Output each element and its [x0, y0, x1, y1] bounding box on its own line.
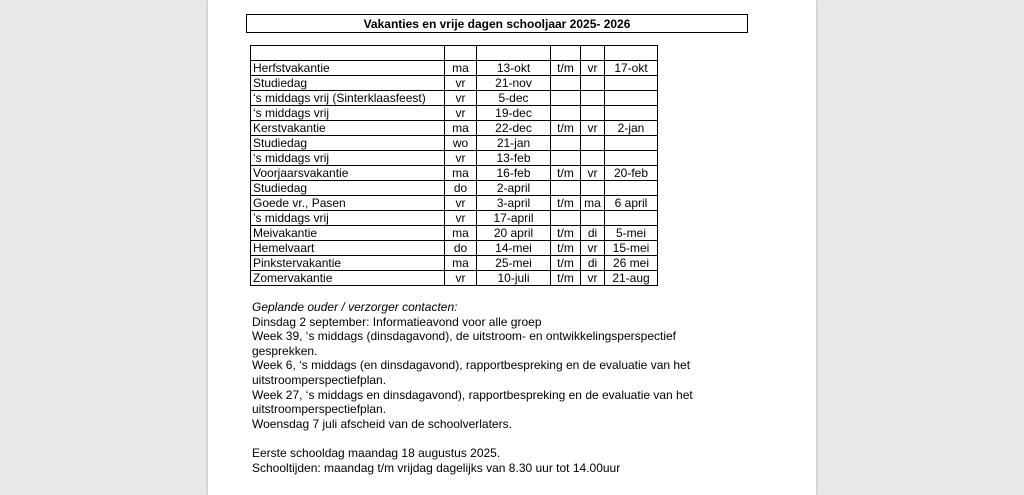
- schedule-name-cell: Goede vr., Pasen: [251, 196, 445, 211]
- schedule-row: [251, 181, 658, 196]
- schedule-start-date-cell: 14-mei: [477, 241, 551, 256]
- schedule-row: [251, 136, 658, 151]
- schedule-start-day-cell: do: [445, 241, 477, 256]
- schedule-end-day-cell: [581, 76, 605, 91]
- schedule-start-date-cell: 2-april: [477, 181, 551, 196]
- schedule-through-cell: t/m: [551, 166, 581, 181]
- schedule-name-cell: Hemelvaart: [251, 241, 445, 256]
- schedule-row: [251, 226, 658, 241]
- schedule-end-date-cell: 15-mei: [605, 241, 658, 256]
- schedule-start-day-cell: do: [445, 181, 477, 196]
- schedule-end-day-cell: [581, 106, 605, 121]
- schedule-end-date-cell: 2-jan: [605, 121, 658, 136]
- schedule-row: [251, 61, 658, 76]
- notes-heading: Geplande ouder / verzorger contacten:: [252, 300, 458, 314]
- schedule-start-day-cell: ma: [445, 61, 477, 76]
- schedule-start-date-cell: 5-dec: [477, 91, 551, 106]
- schedule-start-date-cell: 21-jan: [477, 136, 551, 151]
- schedule-start-date-cell: 3-april: [477, 196, 551, 211]
- schedule-start-day-cell: ma: [445, 166, 477, 181]
- schedule-row: [251, 256, 658, 271]
- notes-spacer: [252, 431, 752, 446]
- schedule-through-cell: t/m: [551, 121, 581, 136]
- schedule-start-date-cell: 10-juli: [477, 271, 551, 286]
- schedule-end-date-cell: [605, 46, 658, 61]
- notes-line: uitstroomperspectiefplan.: [252, 372, 387, 387]
- schedule-start-date-cell: [477, 46, 551, 61]
- schedule-end-date-cell: [605, 151, 658, 166]
- schedule-through-cell: [551, 151, 581, 166]
- schedule-through-cell: [551, 106, 581, 121]
- schedule-row: [251, 76, 658, 91]
- schedule-start-date-cell: 21-nov: [477, 76, 551, 91]
- schedule-end-date-cell: 17-okt: [605, 61, 658, 76]
- schedule-start-date-cell: 13-feb: [477, 151, 551, 166]
- schedule-name-cell: ’s middags vrij: [251, 211, 445, 226]
- notes-line: uitstroomperspectiefplan.: [252, 402, 387, 417]
- schedule-start-date-cell: 17-april: [477, 211, 551, 226]
- schedule-start-date-cell: 16-feb: [477, 166, 551, 181]
- schedule-through-cell: t/m: [551, 196, 581, 211]
- schedule-row: [251, 91, 658, 106]
- schedule-row: [251, 166, 658, 181]
- schedule-row: [251, 241, 658, 256]
- schedule-name-cell: Herfstvakantie: [251, 61, 445, 76]
- schedule-name-cell: Zomervakantie: [251, 271, 445, 286]
- schedule-name-cell: Studiedag: [251, 136, 445, 151]
- schedule-end-day-cell: [581, 211, 605, 226]
- schedule-through-cell: [551, 91, 581, 106]
- schedule-name-cell: Studiedag: [251, 181, 445, 196]
- schedule-end-day-cell: [581, 181, 605, 196]
- schedule-end-date-cell: [605, 91, 658, 106]
- schedule-through-cell: [551, 46, 581, 61]
- schedule-end-date-cell: 21-aug: [605, 271, 658, 286]
- schedule-row: [251, 151, 658, 166]
- notes-line: Woensdag 7 juli afscheid van de schoolverlaters.: [252, 416, 512, 431]
- schedule-through-cell: [551, 136, 581, 151]
- schedule-start-date-cell: 20 april: [477, 226, 551, 241]
- notes-line: Week 6, ‘s middags (en dinsdagavond), rapportbespreking en de evaluatie van het: [252, 358, 691, 373]
- schedule-end-date-cell: 20-feb: [605, 166, 658, 181]
- schedule-end-date-cell: [605, 106, 658, 121]
- first-school-day: Eerste schooldag maandag 18 augustus 2025.: [252, 445, 501, 460]
- notes-line: gesprekken.: [252, 343, 318, 358]
- schedule-start-day-cell: vr: [445, 271, 477, 286]
- schedule-end-date-cell: 26 mei: [605, 256, 658, 271]
- schedule-through-cell: t/m: [551, 61, 581, 76]
- schedule-start-day-cell: ma: [445, 226, 477, 241]
- schedule-name-cell: Pinkstervakantie: [251, 256, 445, 271]
- schedule-through-cell: [551, 76, 581, 91]
- schedule-start-date-cell: 25-mei: [477, 256, 551, 271]
- schedule-end-day-cell: di: [581, 256, 605, 271]
- schedule-start-day-cell: [445, 46, 477, 61]
- schedule-start-date-cell: 13-okt: [477, 61, 551, 76]
- schedule-name-cell: [251, 46, 445, 61]
- notes-line: Week 27, ‘s middags en dinsdagavond), rapportbespreking en de evaluatie van het: [252, 387, 693, 402]
- notes-section: [252, 300, 752, 475]
- schedule-start-day-cell: ma: [445, 256, 477, 271]
- schedule-start-day-cell: vr: [445, 151, 477, 166]
- schedule-end-day-cell: vr: [581, 241, 605, 256]
- schedule-name-cell: ‘s middags vrij: [251, 106, 445, 121]
- document-page: [208, 0, 816, 495]
- schedule-end-day-cell: vr: [581, 166, 605, 181]
- schedule-end-day-cell: vr: [581, 121, 605, 136]
- schedule-through-cell: [551, 211, 581, 226]
- schedule-end-day-cell: [581, 151, 605, 166]
- schedule-end-day-cell: [581, 46, 605, 61]
- schedule-through-cell: [551, 181, 581, 196]
- schedule-end-date-cell: 6 april: [605, 196, 658, 211]
- schedule-end-day-cell: [581, 136, 605, 151]
- schedule-name-cell: ‘s middags vrij (Sinterklaasfeest): [251, 91, 445, 106]
- schedule-start-day-cell: vr: [445, 196, 477, 211]
- schedule-name-cell: Meivakantie: [251, 226, 445, 241]
- schedule-row: [251, 106, 658, 121]
- schedule-start-day-cell: vr: [445, 91, 477, 106]
- schedule-table: [250, 45, 658, 286]
- schedule-through-cell: t/m: [551, 241, 581, 256]
- schedule-end-day-cell: vr: [581, 61, 605, 76]
- schedule-through-cell: t/m: [551, 256, 581, 271]
- schedule-through-cell: t/m: [551, 226, 581, 241]
- schedule-start-day-cell: vr: [445, 106, 477, 121]
- schedule-name-cell: Voorjaarsvakantie: [251, 166, 445, 181]
- schedule-start-day-cell: vr: [445, 211, 477, 226]
- schedule-name-cell: ‘s middags vrij: [251, 151, 445, 166]
- schedule-name-cell: Studiedag: [251, 76, 445, 91]
- document-title: Vakanties en vrije dagen schooljaar 2025- 2026: [246, 14, 748, 33]
- school-hours: Schooltijden: maandag t/m vrijdag dagelijks van 8.30 uur tot 14.00uur: [252, 460, 621, 475]
- schedule-end-day-cell: [581, 91, 605, 106]
- schedule-end-day-cell: di: [581, 226, 605, 241]
- schedule-start-day-cell: ma: [445, 121, 477, 136]
- schedule-start-date-cell: 22-dec: [477, 121, 551, 136]
- schedule-end-date-cell: 5-mei: [605, 226, 658, 241]
- schedule-end-date-cell: [605, 136, 658, 151]
- notes-line: Dinsdag 2 september: Informatieavond voor alle groep: [252, 314, 542, 329]
- schedule-through-cell: t/m: [551, 271, 581, 286]
- schedule-end-date-cell: [605, 211, 658, 226]
- schedule-row: [251, 46, 658, 61]
- notes-line: Week 39, ‘s middags (dinsdagavond), de uitstroom- en ontwikkelingsperspectief: [252, 329, 676, 344]
- schedule-end-date-cell: [605, 76, 658, 91]
- schedule-start-date-cell: 19-dec: [477, 106, 551, 121]
- schedule-row: [251, 196, 658, 211]
- schedule-row: [251, 271, 658, 286]
- schedule-row: [251, 211, 658, 226]
- schedule-name-cell: Kerstvakantie: [251, 121, 445, 136]
- schedule-start-day-cell: wo: [445, 136, 477, 151]
- schedule-end-date-cell: [605, 181, 658, 196]
- schedule-row: [251, 121, 658, 136]
- schedule-end-day-cell: vr: [581, 271, 605, 286]
- schedule-start-day-cell: vr: [445, 76, 477, 91]
- schedule-end-day-cell: ma: [581, 196, 605, 211]
